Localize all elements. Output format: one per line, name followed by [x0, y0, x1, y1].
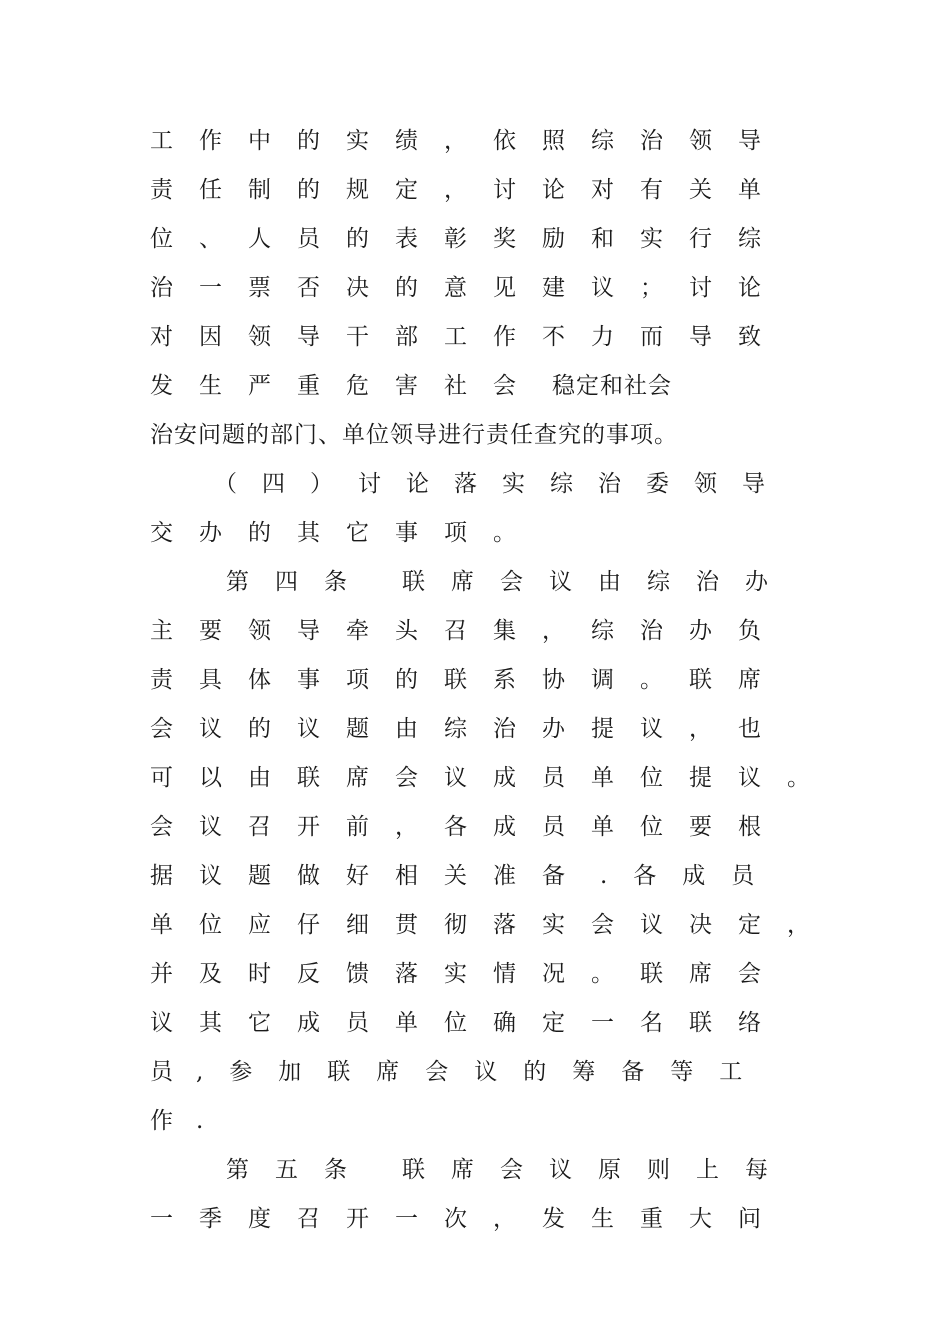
article-heading: 第五条: [226, 1157, 373, 1183]
text-line: 治安问题的部门、单位领导进行责任查究的事项。: [150, 422, 678, 448]
text-line: 会议召开前，各成员单位要根: [150, 814, 787, 840]
text-line: 单位应仔细贯彻落实会议决定，: [150, 912, 836, 938]
text-line: 发生严重危害社会: [150, 373, 542, 399]
text-line: 治一票否决的意见建议；讨论: [150, 275, 787, 301]
text-line: （四）讨论落实综治委领导: [214, 471, 790, 497]
text-line: 一季度召开一次，发生重大问: [150, 1206, 787, 1232]
text-line: 作: [150, 1108, 173, 1134]
text-line: 稳定和社会: [552, 373, 672, 399]
text-line: 据议题做好相关准备: [150, 863, 591, 889]
text-line: 议其它成员单位确定一名联络: [150, 1010, 787, 1036]
article-heading: 第四条: [226, 569, 373, 595]
text-line: 交办的其它事项。: [150, 520, 542, 546]
text-line: 联席会议由综治办: [402, 569, 794, 595]
text-line: 对因领导干部工作不力而导致: [150, 324, 787, 350]
text-line: .各成员: [600, 863, 781, 889]
text-line: 主要领导牵头召集，综治办负: [150, 618, 787, 644]
text-line: 工作中的实绩，依照综治领导: [150, 128, 787, 154]
text-line: 联席会议原则上每: [402, 1157, 794, 1183]
text-line: ,参加联席会议的筹备等工: [196, 1059, 769, 1085]
text-line: 员: [150, 1059, 173, 1085]
text-line: 会议的议题由综治办提议，也: [150, 716, 787, 742]
text-line: 位、人员的表彰奖励和实行综: [150, 226, 787, 252]
text-line: .: [196, 1108, 204, 1134]
text-line: 责具体事项的联系协调。联席: [150, 667, 787, 693]
text-line: 可以由联席会议成员单位提议。: [150, 765, 836, 791]
text-line: 责任制的规定，讨论对有关单: [150, 177, 787, 203]
text-line: 并及时反馈落实情况。联席会: [150, 961, 787, 987]
